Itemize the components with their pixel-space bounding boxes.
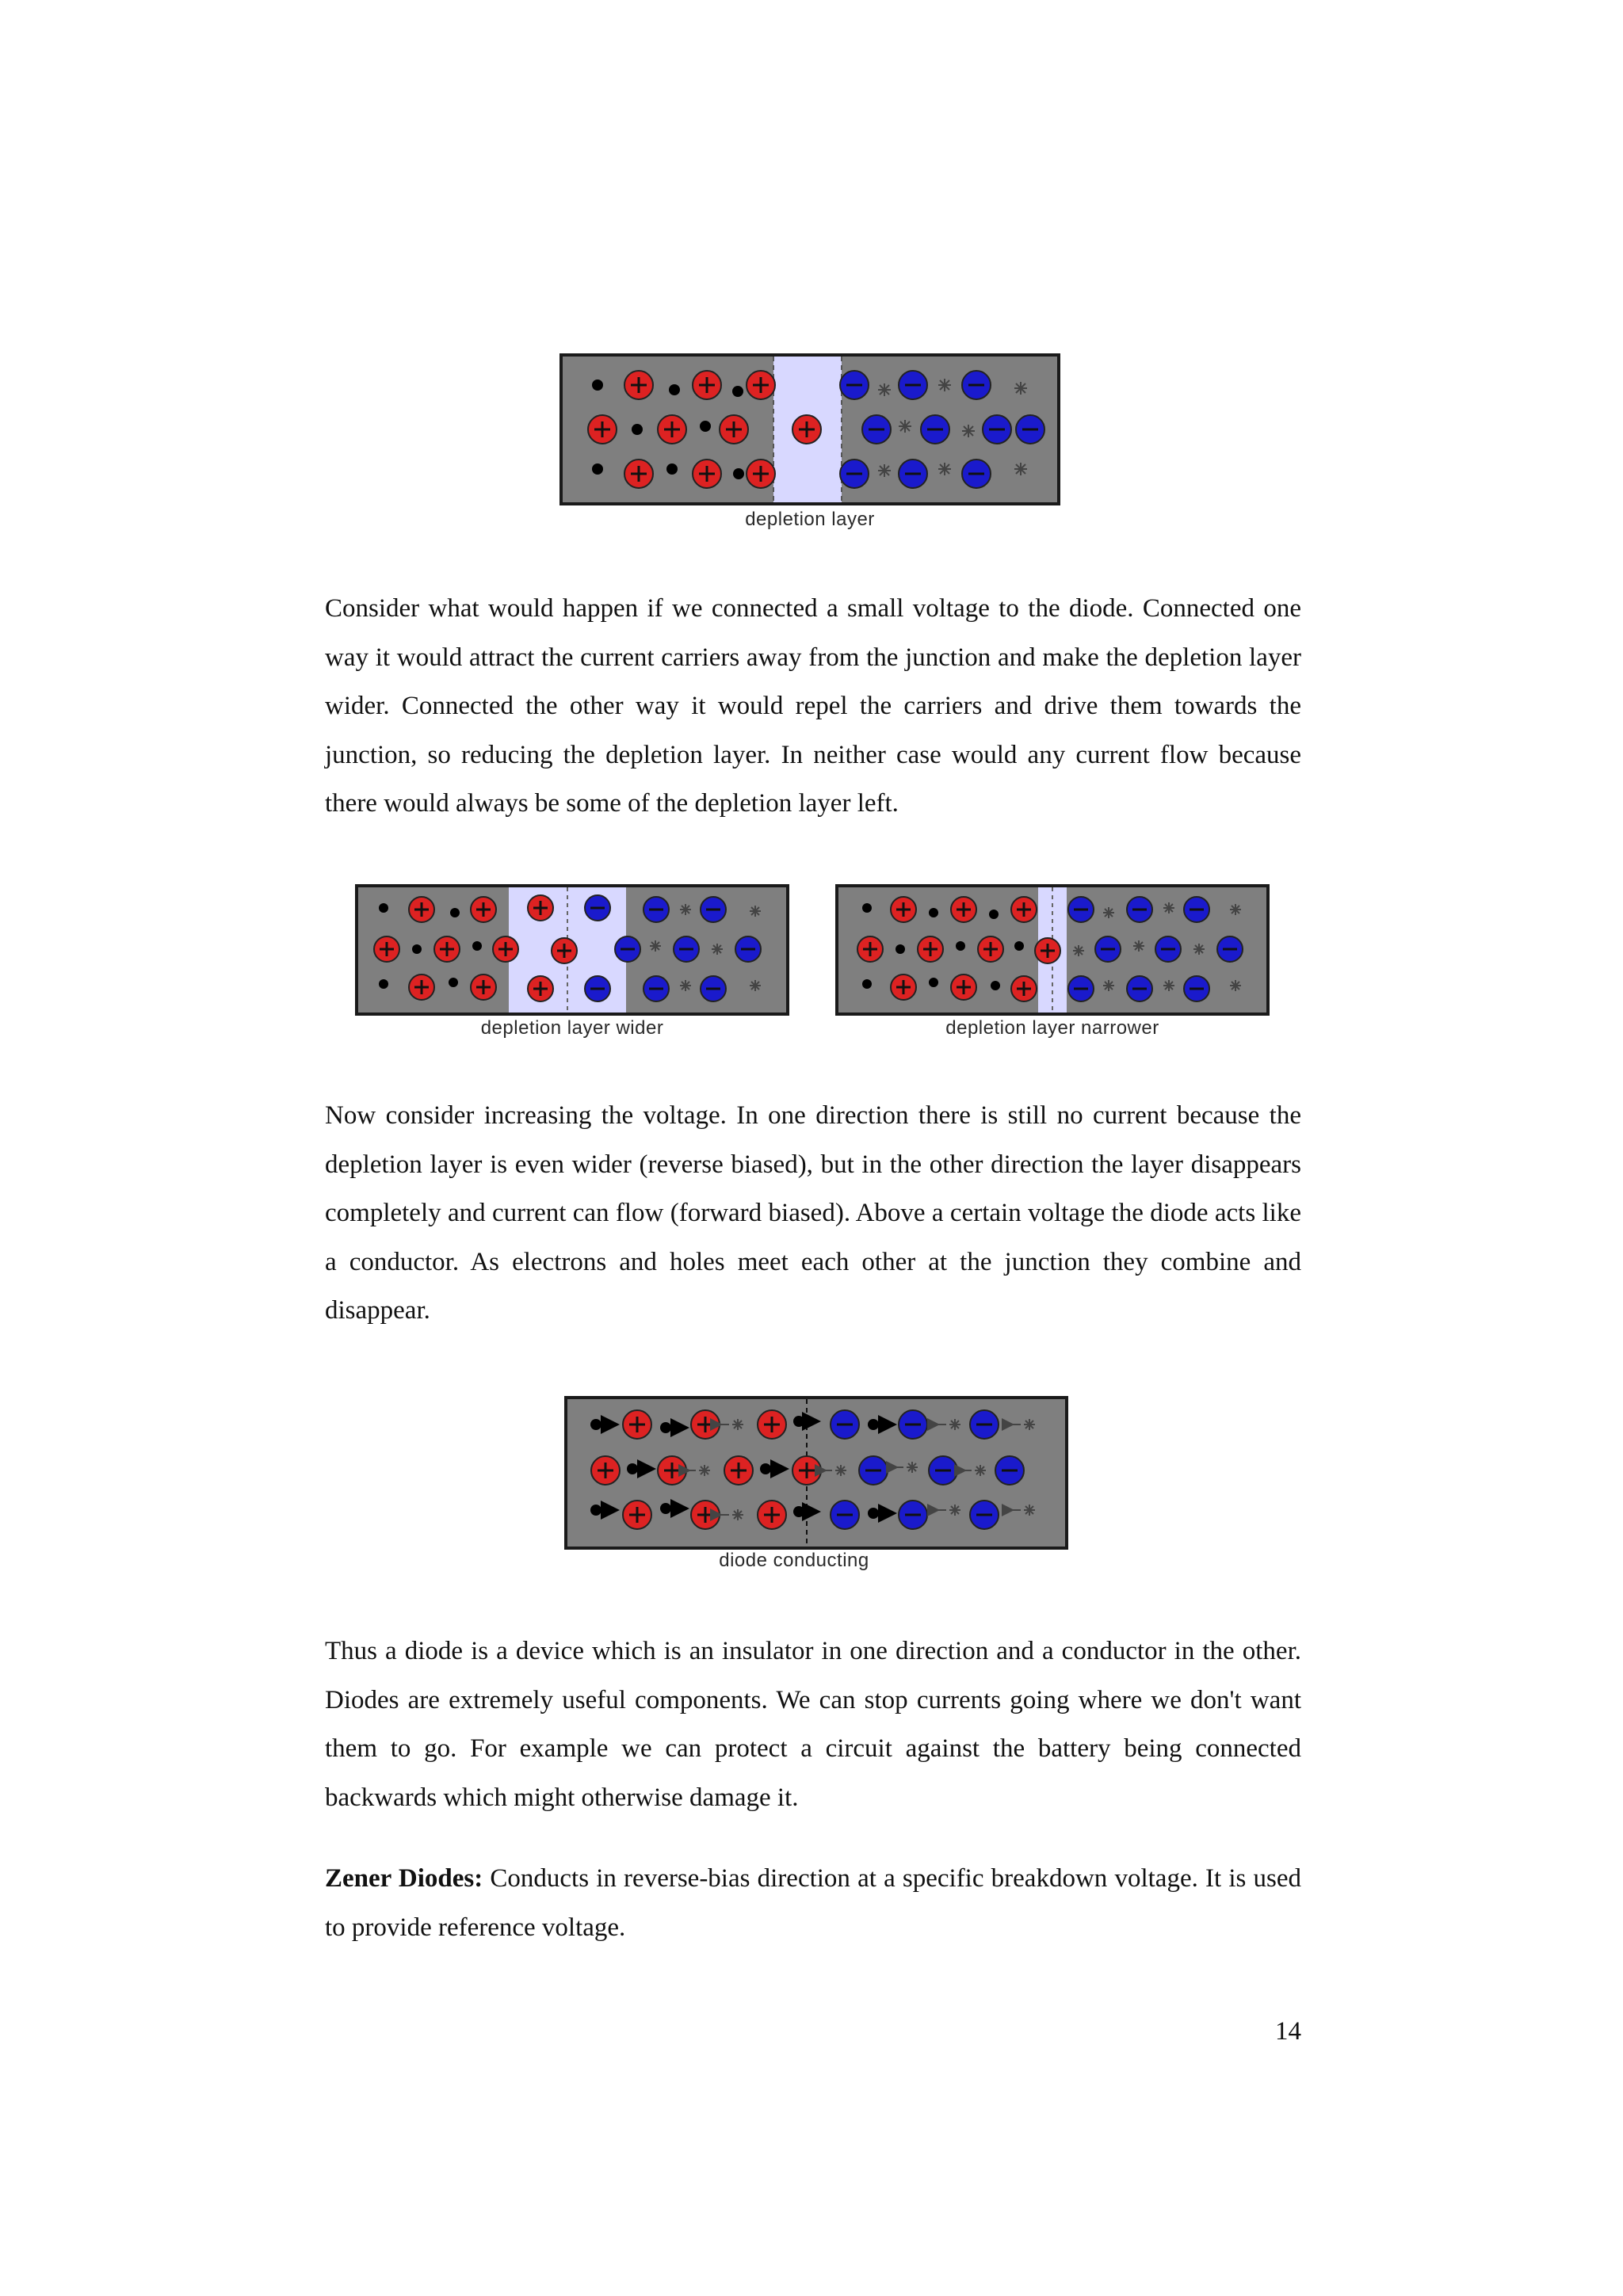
hole-star-icon: [1103, 907, 1114, 918]
free-electron-dot: [732, 386, 743, 397]
acceptor-ion-icon: [409, 974, 434, 1000]
acceptor-ion-icon: [747, 371, 775, 399]
donor-ion-icon: [962, 460, 991, 488]
acceptor-ion-icon: [693, 460, 721, 488]
donor-ion-icon: [970, 1410, 999, 1439]
donor-ion-icon: [840, 460, 869, 488]
hole-star-icon: [750, 906, 761, 917]
acceptor-ion-icon: [471, 974, 496, 1000]
donor-ion-icon: [585, 976, 610, 1001]
donor-ion-icon: [1184, 976, 1209, 1001]
zener-heading: Zener Diodes:: [325, 1864, 483, 1893]
acceptor-ion-icon: [792, 415, 821, 444]
acceptor-ion-icon: [493, 936, 518, 962]
free-electron-dot: [733, 468, 744, 479]
acceptor-ion-icon: [409, 897, 434, 922]
depletion-layer-diagram: [559, 353, 1060, 512]
donor-ion-icon: [1016, 415, 1044, 444]
paragraph-2: Now consider increasing the voltage. In one direction there is still no current because the depletion layer is even wider (reverse biased), but in the other direction the layer disappears completely and current can flow (forward biased). Above a certain voltage the diode acts like a conductor. As electrons and holes meet each other at the junction they combine and disappear.: [325, 1101, 1301, 1325]
acceptor-ion-icon: [624, 460, 653, 488]
diode-conducting-diagram: [564, 1396, 1068, 1551]
acceptor-ion-icon: [528, 976, 553, 1001]
acceptor-ion-icon: [691, 1410, 720, 1439]
acceptor-ion-icon: [623, 1501, 651, 1529]
donor-ion-icon: [1127, 976, 1152, 1001]
hole-star-icon: [712, 944, 723, 955]
free-electron-dot: [592, 379, 603, 391]
hole-star-icon: [1230, 980, 1241, 991]
figure-depletion-layer: [559, 353, 1060, 543]
figure-caption: diode conducting: [719, 1550, 869, 1571]
free-electron-dot: [1014, 941, 1024, 951]
free-electron-dot: [862, 979, 872, 989]
donor-ion-icon: [899, 1410, 927, 1439]
hole-star-icon: [1073, 945, 1084, 956]
hole-star-icon: [1133, 940, 1144, 952]
acceptor-ion-icon: [792, 1456, 821, 1485]
hole-star-icon: [899, 420, 911, 433]
acceptor-ion-icon: [658, 1456, 686, 1485]
free-electron-dot: [379, 979, 388, 989]
free-electron-dot: [991, 981, 1000, 990]
donor-ion-icon: [962, 371, 991, 399]
donor-ion-icon: [643, 976, 669, 1001]
donor-ion-icon: [899, 371, 927, 399]
hole-star-icon: [650, 940, 661, 952]
free-electron-dot: [929, 908, 938, 917]
free-electron-dot: [989, 910, 999, 919]
free-electron-dot: [632, 424, 643, 435]
hole-star-icon: [938, 379, 951, 391]
page-number: 14: [1275, 2017, 1301, 2046]
acceptor-ion-icon: [1011, 976, 1037, 1001]
hole-star-icon: [1014, 463, 1027, 475]
acceptor-ion-icon: [724, 1456, 753, 1485]
free-electron-dot: [592, 463, 603, 475]
hole-star-icon: [680, 904, 691, 915]
free-electron-dot: [472, 941, 482, 951]
acceptor-ion-icon: [624, 371, 653, 399]
paragraph-zener: [325, 1855, 1301, 1952]
donor-ion-icon: [970, 1501, 999, 1529]
free-electron-dot: [862, 903, 872, 913]
donor-ion-icon: [899, 1501, 927, 1529]
donor-ion-icon: [862, 415, 891, 444]
acceptor-ion-icon: [434, 936, 460, 962]
donor-ion-icon: [701, 976, 726, 1001]
hole-star-icon: [938, 463, 951, 475]
donor-ion-icon: [859, 1456, 888, 1485]
hole-star-icon: [1014, 382, 1027, 395]
figure-caption: depletion layer narrower: [945, 1017, 1159, 1039]
free-electron-dot: [896, 944, 905, 954]
donor-ion-icon: [831, 1501, 859, 1529]
hole-star-icon: [1163, 980, 1174, 991]
donor-ion-icon: [1068, 976, 1094, 1001]
free-electron-dot: [450, 908, 460, 917]
figure-caption: depletion layer: [745, 509, 875, 530]
hole-star-icon: [1103, 980, 1114, 991]
acceptor-ion-icon: [1035, 938, 1060, 963]
figure-depletion-layer-wider: [355, 884, 789, 1051]
acceptor-ion-icon: [758, 1501, 786, 1529]
hole-star-icon: [1193, 944, 1205, 955]
acceptor-ion-icon: [720, 415, 748, 444]
acceptor-ion-icon: [691, 1501, 720, 1529]
hole-star-icon: [878, 464, 891, 477]
figure-diode-conducting: [564, 1396, 1068, 1583]
donor-ion-icon: [1127, 897, 1152, 922]
free-electron-dot: [956, 941, 965, 951]
free-electron-dot: [412, 944, 422, 954]
acceptor-ion-icon: [528, 895, 553, 921]
acceptor-ion-icon: [951, 974, 976, 1000]
acceptor-ion-icon: [588, 415, 617, 444]
donor-ion-icon: [995, 1456, 1024, 1485]
acceptor-ion-icon: [374, 936, 399, 962]
free-electron-dot: [666, 463, 678, 475]
donor-ion-icon: [831, 1410, 859, 1439]
figure-depletion-layer-narrower: [835, 884, 1270, 1051]
paragraph-1: Consider what would happen if we connected a small voltage to the diode. Connected one way it would attract the current carriers away from the junction and make the depletion layer wider. Connected the other way it would repel the carriers and drive them towards the junction, so reducing the depletion layer. In neither case would any current flow because there would always be some of the depletion layer left.: [325, 594, 1301, 818]
depletion-wider-diagram: [355, 884, 789, 1019]
hole-star-icon: [1163, 902, 1174, 913]
donor-ion-icon: [1184, 897, 1209, 922]
depletion-narrower-diagram: [835, 884, 1270, 1019]
donor-ion-icon: [840, 371, 869, 399]
donor-ion-icon: [735, 936, 761, 962]
free-electron-dot: [379, 903, 388, 913]
figure-caption: depletion layer wider: [480, 1017, 664, 1039]
free-electron-dot: [929, 978, 938, 987]
free-electron-dot: [669, 384, 680, 395]
acceptor-ion-icon: [978, 936, 1003, 962]
donor-ion-icon: [674, 936, 699, 962]
acceptor-ion-icon: [1011, 897, 1037, 922]
donor-ion-icon: [1095, 936, 1121, 962]
acceptor-ion-icon: [623, 1410, 651, 1439]
donor-ion-icon: [643, 897, 669, 922]
donor-ion-icon: [1217, 936, 1243, 962]
hole-star-icon: [878, 383, 891, 396]
acceptor-ion-icon: [758, 1410, 786, 1439]
acceptor-ion-icon: [891, 897, 916, 922]
acceptor-ion-icon: [658, 415, 686, 444]
acceptor-ion-icon: [857, 936, 883, 962]
hole-star-icon: [750, 980, 761, 991]
donor-ion-icon: [1155, 936, 1181, 962]
acceptor-ion-icon: [918, 936, 943, 962]
donor-ion-icon: [983, 415, 1011, 444]
acceptor-ion-icon: [891, 974, 916, 1000]
donor-ion-icon: [921, 415, 949, 444]
donor-ion-icon: [585, 895, 610, 921]
zener-description: Conducts in reverse-bias direction at a specific breakdown voltage. It is used to provide reference voltage.: [325, 1864, 1301, 1942]
acceptor-ion-icon: [747, 460, 775, 488]
donor-ion-icon: [701, 897, 726, 922]
acceptor-ion-icon: [591, 1456, 620, 1485]
free-electron-dot: [700, 421, 711, 432]
paragraph-3: Thus a diode is a device which is an insulator in one direction and a conductor in the other. Diodes are extremely useful components. We can stop currents going where we don't want them to go. For example we can protect a circuit against the battery being connected backwards which might otherwise damage it.: [325, 1637, 1301, 1812]
hole-star-icon: [1230, 904, 1241, 915]
donor-ion-icon: [899, 460, 927, 488]
donor-ion-icon: [929, 1456, 957, 1485]
donor-ion-icon: [615, 936, 640, 962]
hole-star-icon: [962, 425, 975, 437]
hole-star-icon: [680, 980, 691, 991]
acceptor-ion-icon: [951, 897, 976, 922]
donor-ion-icon: [1068, 897, 1094, 922]
acceptor-ion-icon: [552, 938, 577, 963]
acceptor-ion-icon: [471, 897, 496, 922]
acceptor-ion-icon: [693, 371, 721, 399]
free-electron-dot: [449, 978, 458, 987]
